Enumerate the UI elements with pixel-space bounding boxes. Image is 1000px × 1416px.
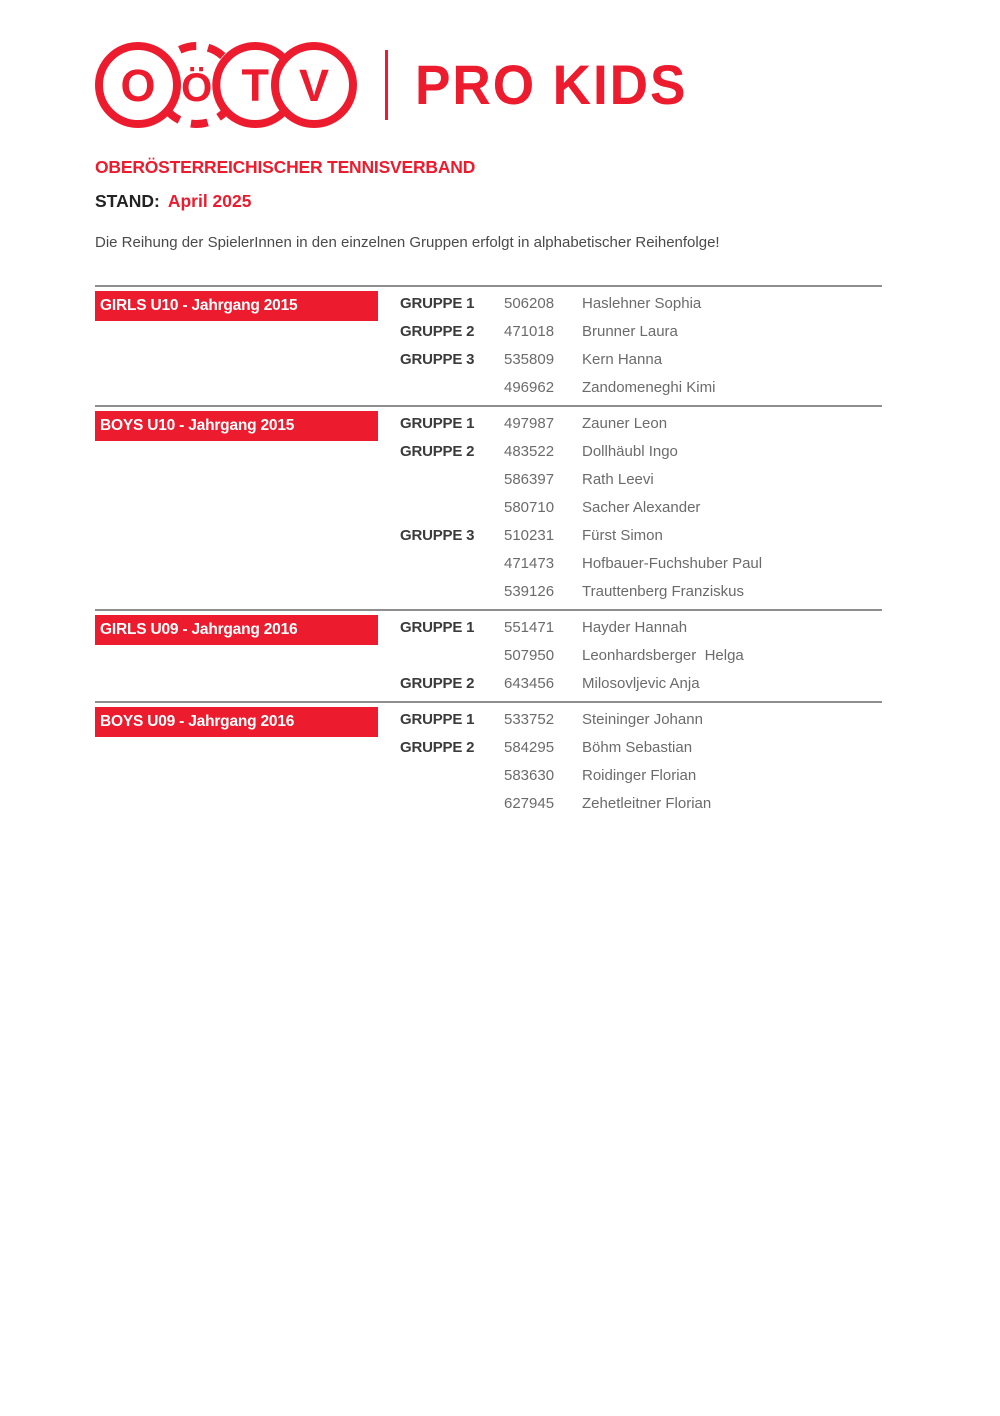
player-id: 506208	[504, 294, 555, 312]
player-row	[400, 410, 882, 438]
logo-letter-v: V	[298, 60, 330, 111]
gruppe-label: GRUPPE 2	[400, 322, 475, 340]
pro-kids-wordmark: PRO KIDS	[415, 53, 688, 116]
player-id: 643456	[504, 674, 555, 692]
section-banner: BOYS U09 - Jahrgang 2016	[95, 707, 378, 737]
gruppe-label: GRUPPE 1	[400, 414, 475, 432]
player-name: Kern Hanna	[582, 350, 663, 368]
player-row	[400, 762, 882, 790]
section-banner: GIRLS U10 - Jahrgang 2015	[95, 291, 378, 321]
player-row	[400, 706, 882, 734]
gruppe-label: GRUPPE 1	[400, 294, 475, 312]
player-row	[400, 438, 882, 466]
player-row	[400, 614, 882, 642]
logo-letter-oe: Ö	[181, 66, 213, 110]
player-id: 586397	[504, 470, 555, 488]
ootv-logo	[95, 0, 882, 128]
player-row	[400, 734, 882, 762]
stand-value: April 2025	[167, 191, 252, 212]
player-name: Dollhäubl Ingo	[582, 442, 678, 460]
section-rows	[400, 614, 882, 698]
player-row	[400, 466, 882, 494]
player-id: 507950	[504, 646, 555, 664]
player-name: Leonhardsberger Helga	[582, 646, 744, 664]
sections-list	[95, 285, 882, 818]
player-id: 539126	[504, 582, 555, 600]
player-id: 471018	[504, 322, 555, 340]
player-row	[400, 578, 882, 606]
player-id: 583630	[504, 766, 555, 784]
player-name: Sacher Alexander	[582, 498, 701, 516]
player-row	[400, 642, 882, 670]
stand-label: STAND:	[95, 191, 160, 212]
player-id: 533752	[504, 710, 555, 728]
player-row	[400, 670, 882, 698]
stand-row	[95, 192, 882, 211]
player-row	[400, 318, 882, 346]
player-id: 497987	[504, 414, 555, 432]
section-banner: GIRLS U09 - Jahrgang 2016	[95, 615, 378, 645]
player-name: Fürst Simon	[582, 526, 663, 544]
section-rows	[400, 706, 882, 818]
player-id: 496962	[504, 378, 555, 396]
player-id: 535809	[504, 350, 555, 368]
logo-letter-o: O	[120, 60, 156, 111]
player-name: Haslehner Sophia	[582, 294, 702, 312]
player-name: Zehetleitner Florian	[582, 794, 712, 812]
page-content	[95, 0, 882, 818]
player-id: 627945	[504, 794, 555, 812]
gruppe-label: GRUPPE 1	[400, 618, 475, 636]
gruppe-label: GRUPPE 2	[400, 738, 475, 756]
player-name: Steininger Johann	[582, 710, 703, 728]
player-id: 551471	[504, 618, 555, 636]
gruppe-label: GRUPPE 3	[400, 350, 475, 368]
section-rows	[400, 290, 882, 402]
player-name: Trauttenberg Franziskus	[582, 582, 745, 600]
logo-divider	[385, 50, 388, 120]
player-row	[400, 494, 882, 522]
player-name: Hofbauer-Fuchshuber Paul	[582, 554, 763, 572]
player-name: Zandomeneghi Kimi	[582, 378, 716, 396]
section-boys-u09	[95, 701, 882, 818]
section-banner: BOYS U10 - Jahrgang 2015	[95, 411, 378, 441]
gruppe-label: GRUPPE 2	[400, 674, 475, 692]
player-row	[400, 290, 882, 318]
section-girls-u09	[95, 609, 882, 698]
player-id: 510231	[504, 526, 555, 544]
gruppe-label: GRUPPE 1	[400, 710, 475, 728]
player-row	[400, 790, 882, 818]
player-name: Milosovljevic Anja	[582, 674, 700, 692]
player-id: 483522	[504, 442, 555, 460]
section-boys-u10	[95, 405, 882, 606]
player-id: 584295	[504, 738, 555, 756]
gruppe-label: GRUPPE 3	[400, 526, 475, 544]
section-rows	[400, 410, 882, 606]
org-title: OBERÖSTERREICHISCHER TENNISVERBAND	[95, 157, 476, 177]
section-girls-u10	[95, 285, 882, 402]
player-row	[400, 522, 882, 550]
logo-letter-t: T	[241, 60, 270, 111]
player-id: 471473	[504, 554, 555, 572]
player-row	[400, 550, 882, 578]
player-row	[400, 346, 882, 374]
player-name: Roidinger Florian	[582, 766, 697, 784]
player-name: Rath Leevi	[582, 470, 654, 488]
player-name: Brunner Laura	[582, 322, 678, 340]
player-name: Hayder Hannah	[582, 618, 688, 636]
ootv-circles-icon	[95, 42, 357, 128]
player-name: Böhm Sebastian	[582, 738, 693, 756]
player-id: 580710	[504, 498, 555, 516]
player-row	[400, 374, 882, 402]
player-name: Zauner Leon	[582, 414, 668, 432]
intro-text: Die Reihung der SpielerInnen in den einzelnen Gruppen erfolgt in alphabetischer Reihenfolge!	[95, 233, 720, 251]
gruppe-label: GRUPPE 2	[400, 442, 475, 460]
